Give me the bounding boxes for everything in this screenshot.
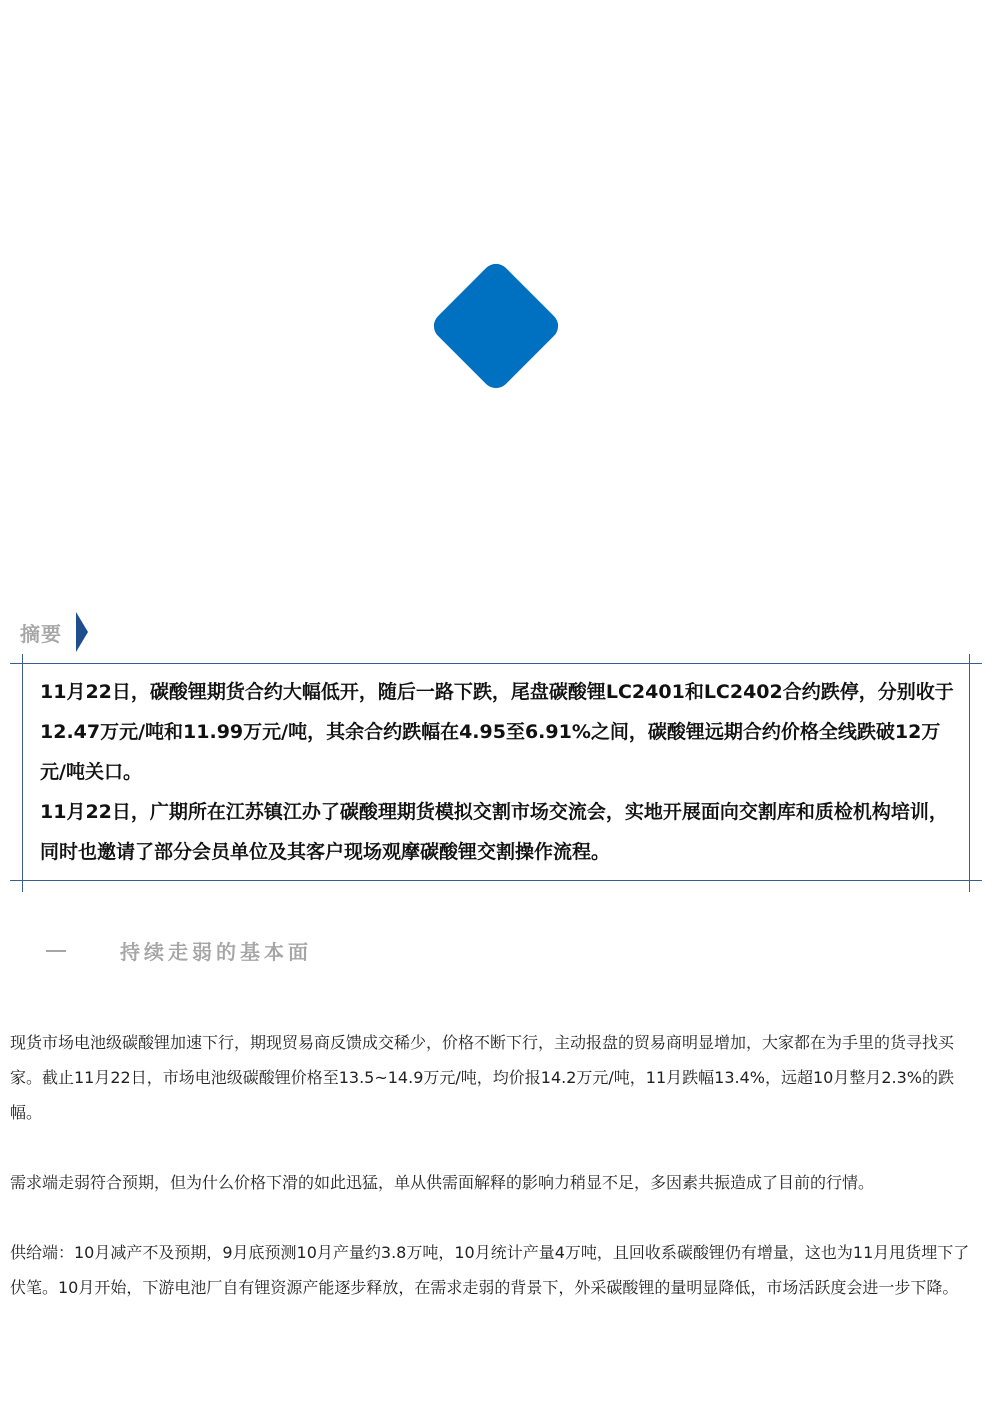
abstract-paragraph: 11月22日，碳酸锂期货合约大幅低开，随后一路下跌，尾盘碳酸锂LC2401和LC2402合约跌停，分别收于12.47万元/吨和11.99万元/吨，其余合约跌幅在4.95至6.91%之间，碳酸锂远期合约价格全线跌破12万元/吨关口。: [40, 681, 954, 783]
abstract-frame-bottom: [10, 880, 982, 881]
section-heading: [46, 936, 312, 965]
abstract-header: [20, 612, 88, 652]
abstract-body: [40, 672, 955, 872]
section-number: [46, 950, 66, 952]
body-paragraph: 供给端：10月减产不及预期，9月底预测10月产量约3.8万吨，10月统计产量4万吨，且回收系碳酸锂仍有增量，这也为11月甩货埋下了伏笔。10月开始，下游电池厂自有锂资源产能逐步释放，在需求走弱的背景下，外采碳酸锂的量明显降低，市场活跃度会进一步下降。: [10, 1243, 970, 1297]
article-body: [10, 1025, 985, 1340]
body-paragraph: 现货市场电池级碳酸锂加速下行，期现贸易商反馈成交稀少，价格不断下行，主动报盘的贸易商明显增加，大家都在为手里的货寻找买家。截止11月22日，市场电池级碳酸锂价格至13.5~14.9万元/吨，均价报14.2万元/吨，11月跌幅13.4%，远超10月整月2.3%的跌幅。: [10, 1033, 955, 1122]
abstract-title: 摘要: [20, 621, 62, 646]
body-paragraph: 需求端走弱符合预期，但为什么价格下滑的如此迅猛，单从供需面解释的影响力稍显不足，多因素共振造成了目前的行情。: [10, 1173, 875, 1192]
diamond-logo-icon: [424, 254, 568, 398]
chevron-right-icon: [76, 612, 88, 652]
abstract-frame-right: [969, 654, 970, 892]
abstract-paragraph: 11月22日，广期所在江苏镇江办了碳酸理期货模拟交割市场交流会，实地开展面向交割库和质检机构培训，同时也邀请了部分会员单位及其客户现场观摩碳酸锂交割操作流程。: [40, 801, 948, 863]
logo: [424, 254, 568, 398]
abstract-frame-top: [10, 663, 982, 664]
section-title: 持续走弱的基本面: [120, 940, 312, 964]
abstract-frame-left: [22, 654, 23, 892]
